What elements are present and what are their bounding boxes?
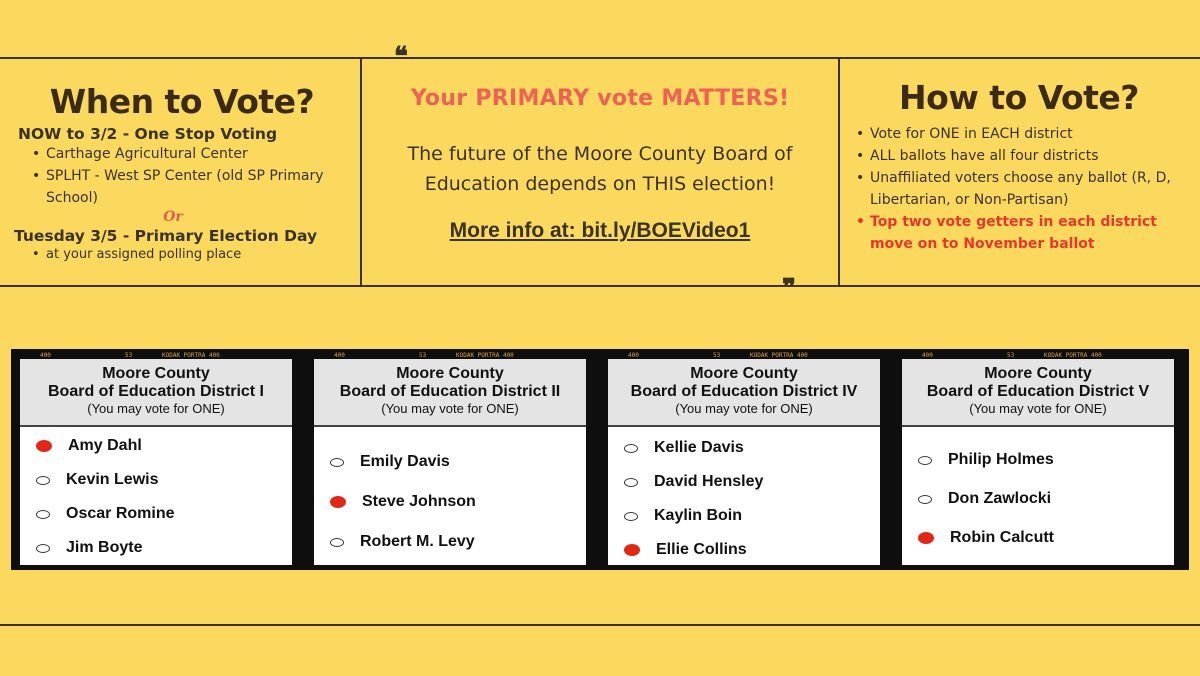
ballot-county: Moore County: [396, 365, 504, 382]
film-brand: KODAK PORTRA 400: [1044, 352, 1102, 359]
candidate-option[interactable]: [36, 505, 174, 523]
film-frame-number: 400: [922, 352, 933, 359]
election-day-line: Tuesday 3/5 - Primary Election Day: [14, 227, 318, 245]
bottom-divider: [0, 285, 1200, 287]
film-frame-number: 400: [334, 352, 345, 359]
ballot-district-4: [608, 359, 880, 565]
film-edge-label: [608, 350, 880, 360]
list-item: • Top two vote getters in each district move on to November ballot: [854, 211, 1190, 255]
open-quote-icon: ❝: [394, 42, 408, 72]
empty-oval-icon[interactable]: [918, 456, 932, 465]
right-column-divider: [838, 57, 840, 287]
empty-oval-icon[interactable]: [918, 495, 932, 504]
ballot-district-title: Board of Education District II: [339, 383, 561, 400]
candidate-name: Kevin Lewis: [66, 471, 159, 488]
footer-divider: [0, 624, 1200, 626]
candidate-option[interactable]: [624, 507, 742, 525]
ballot-instruction: (You may vote for ONE): [969, 401, 1107, 416]
body-line-1: The future of the Moore County Board of: [407, 143, 793, 165]
or-separator: Or: [163, 209, 183, 225]
candidate-option[interactable]: [624, 439, 744, 457]
empty-oval-icon[interactable]: [624, 478, 638, 487]
ballot-header: [902, 359, 1174, 427]
ballot-header: [608, 359, 880, 427]
candidate-option[interactable]: [36, 471, 158, 489]
empty-oval-icon[interactable]: [36, 510, 50, 519]
candidate-option[interactable]: [918, 490, 1051, 508]
film-frame-code: 53: [419, 352, 427, 359]
ballot-district-title: Board of Education District I: [47, 383, 264, 400]
candidate-name: Oscar Romine: [66, 505, 175, 522]
candidate-option[interactable]: [36, 437, 142, 455]
ballot-instruction: (You may vote for ONE): [381, 401, 519, 416]
candidate-name: Ellie Collins: [656, 541, 747, 558]
film-frame-number: 400: [628, 352, 639, 359]
how-to-vote-section: [854, 78, 1194, 255]
candidate-option[interactable]: [330, 533, 475, 551]
list-item: • Vote for ONE in EACH district: [854, 123, 1190, 145]
candidate-option[interactable]: [330, 453, 450, 471]
film-edge-label: [20, 350, 292, 360]
ballot-district-2: [314, 359, 586, 565]
election-day-notes: [30, 245, 356, 265]
ballot-district-title: Board of Education District IV: [630, 383, 858, 400]
ballot-district-title: Board of Education District V: [926, 383, 1150, 400]
film-edge-label: [902, 350, 1174, 360]
ballot-county: Moore County: [690, 365, 798, 382]
film-brand: KODAK PORTRA 400: [750, 352, 808, 359]
ballot-instruction: (You may vote for ONE): [675, 401, 813, 416]
ballot-county: Moore County: [984, 365, 1092, 382]
film-frame-code: 53: [1007, 352, 1015, 359]
candidate-name: Kellie Davis: [654, 439, 744, 456]
top-two-note: [854, 211, 1190, 255]
candidate-name: Kaylin Boin: [654, 507, 743, 524]
empty-oval-icon[interactable]: [330, 538, 344, 547]
candidate-option[interactable]: [918, 451, 1054, 469]
empty-oval-icon[interactable]: [36, 544, 50, 553]
filled-oval-icon[interactable]: [624, 544, 640, 556]
how-to-vote-title: How to Vote?: [899, 78, 1139, 117]
primary-matters-section: [362, 86, 838, 243]
ballot-header: [20, 359, 292, 427]
ballot-district-1: [20, 359, 292, 565]
list-item: • SPLHT - West SP Center (old SP Primary School): [30, 165, 330, 209]
film-brand: KODAK PORTRA 400: [162, 352, 220, 359]
candidate-name: David Hensley: [654, 473, 764, 490]
candidate-name: Amy Dahl: [68, 437, 142, 454]
how-to-vote-list: [854, 123, 1190, 211]
body-line-2: Education depends on THIS election!: [424, 173, 776, 195]
empty-oval-icon[interactable]: [330, 458, 344, 467]
film-frame-number: 400: [40, 352, 51, 359]
when-to-vote-title: When to Vote?: [49, 82, 315, 121]
film-frame-code: 53: [125, 352, 133, 359]
candidate-name: Jim Boyte: [66, 539, 143, 556]
candidate-name: Philip Holmes: [948, 451, 1054, 468]
candidate-option[interactable]: [918, 529, 1054, 547]
empty-oval-icon[interactable]: [624, 512, 638, 521]
filled-oval-icon[interactable]: [36, 440, 52, 452]
empty-oval-icon[interactable]: [36, 476, 50, 485]
early-voting-line: NOW to 3/2 - One Stop Voting: [18, 125, 278, 143]
candidate-option[interactable]: [624, 541, 747, 559]
film-frame-code: 53: [713, 352, 721, 359]
ballot-film-strip: [11, 349, 1189, 570]
filled-oval-icon[interactable]: [918, 532, 934, 544]
ballot-district-5: [902, 359, 1174, 565]
film-edge-label: [314, 350, 586, 360]
candidate-name: Robert M. Levy: [360, 533, 475, 550]
candidate-name: Robin Calcutt: [950, 529, 1054, 546]
candidate-name: Don Zawlocki: [948, 490, 1052, 507]
list-item: • Carthage Agricultural Center: [30, 143, 330, 165]
ballot-header: [314, 359, 586, 427]
early-voting-sites: [30, 143, 330, 209]
candidate-name: Steve Johnson: [362, 493, 476, 510]
empty-oval-icon[interactable]: [624, 444, 638, 453]
list-item: • ALL ballots have all four districts: [854, 145, 1190, 167]
more-info-link[interactable]: More info at: bit.ly/BOEVideo1: [449, 219, 751, 242]
ballot-instruction: (You may vote for ONE): [87, 401, 225, 416]
list-item: • Unaffiliated voters choose any ballot (R, D, Libertarian, or Non-Partisan): [854, 167, 1190, 211]
candidate-option[interactable]: [36, 539, 142, 557]
candidate-name: Emily Davis: [360, 453, 450, 470]
film-brand: KODAK PORTRA 400: [456, 352, 514, 359]
filled-oval-icon[interactable]: [330, 496, 346, 508]
candidate-option[interactable]: [624, 473, 763, 491]
list-item: • at your assigned polling place: [30, 245, 356, 265]
top-divider: [0, 57, 1200, 59]
ballot-county: Moore County: [102, 365, 210, 382]
when-to-vote-section: [8, 82, 356, 265]
candidate-option[interactable]: [330, 493, 476, 511]
close-quote-icon: ❞: [782, 274, 796, 304]
primary-headline: Your PRIMARY vote MATTERS!: [410, 86, 790, 111]
